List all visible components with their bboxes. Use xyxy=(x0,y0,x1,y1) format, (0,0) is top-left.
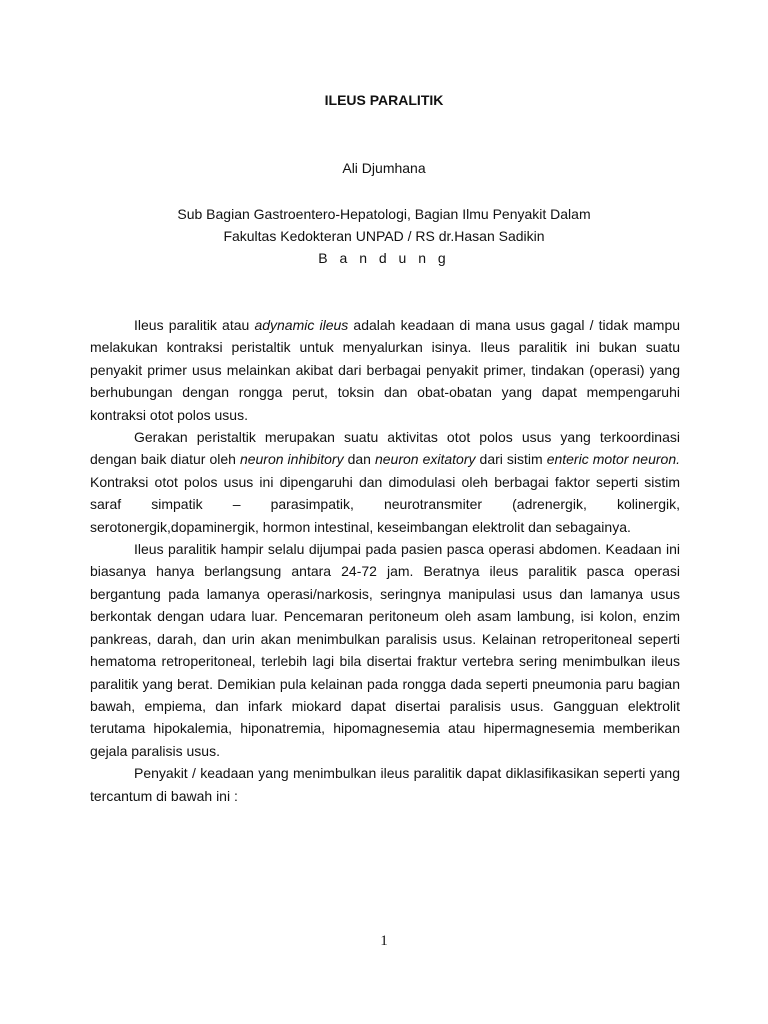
paragraph-2-text-c: dari sistim xyxy=(475,451,547,468)
author-name: Ali Djumhana xyxy=(342,160,426,176)
paragraph-1-text-b: adalah keadaan di mana usus gagal / tidak mampu melakukan kontraksi peristaltik untuk menyalurkan isinya. Ileus paralitik ini bukan suatu penyakit primer usus melainkan akibat dari berbagai penyakit primer, tindakan (operasi) yang berhubungan dengan rongga perut, toksin dan obat-obatan yang dapat mempengaruhi kontraksi otot polos usus. xyxy=(90,317,681,423)
paragraph-4: Penyakit / keadaan yang menimbulkan ileus paralitik dapat diklasifikasikan seperti yang tercantum di bawah ini : xyxy=(90,765,680,804)
paragraph-2-text-a: Gerakan peristaltik merupakan suatu aktivitas otot polos usus yang terkoordinasi dengan baik diatur oleh xyxy=(90,429,680,468)
paragraph-1 xyxy=(90,314,680,426)
paragraph-2-text-b: dan xyxy=(343,451,375,468)
paragraph-2-italic-term-2: neuron exitatory xyxy=(374,451,476,468)
paragraph-2-italic-term-3: enteric motor neuron. xyxy=(546,451,681,468)
affiliation-line-1: Sub Bagian Gastroentero-Hepatologi, Bagian Ilmu Penyakit Dalam xyxy=(177,206,591,222)
paragraph-1-italic-term: adynamic ileus xyxy=(254,317,349,333)
paragraph-2 xyxy=(90,426,680,538)
affiliation-city: B a n d u n g xyxy=(318,250,450,266)
document-title: ILEUS PARALITIK xyxy=(324,92,444,108)
affiliation-line-2: Fakultas Kedokteran UNPAD / RS dr.Hasan Sadikin xyxy=(223,228,545,244)
paragraph-1-text-a: Ileus paralitik atau xyxy=(134,317,255,333)
body-text xyxy=(90,314,680,807)
page-number: 1 xyxy=(380,933,388,949)
paragraph-2-text-d: Kontraksi otot polos usus ini dipengaruhi dan dimodulasi oleh berbagai faktor seperti sistim saraf simpatik – parasimpatik, neurotransmiter (adrenergik, kolinergik, serotonergik,dopaminergik, hormon intestinal, keseimbangan elektrolit dan sebagainya. xyxy=(90,473,680,535)
paragraph-2-italic-term-1: neuron inhibitory xyxy=(239,451,344,468)
paragraph-3: Ileus paralitik hampir selalu dijumpai pada pasien pasca operasi abdomen. Keadaan ini biasanya hanya berlangsung antara 24-72 jam. Beratnya ileus paralitik pasca operasi bergantung pada lamanya operasi/narkosis, seringnya manipulasi usus dan lamanya usus berkontak dengan udara luar. Pencemaran peritoneum oleh asam lambung, isi kolon, enzim pankreas, darah, dan urin akan menimbulkan paralisis usus. Kelainan retroperitoneal seperti hematoma retroperitoneal, terlebih lagi bila disertai fraktur vertebra sering menimbulkan ileus paralitik yang berat. Demikian pula kelainan pada rongga dada seperti pneumonia paru bagian bawah, empiema, dan infark miokard dapat disertai paralisis usus. Gangguan elektrolit terutama hipokalemia, hiponatremia, hipomagnesemia atau hipermagnesemia memberikan gejala paralisis usus. xyxy=(90,541,680,759)
